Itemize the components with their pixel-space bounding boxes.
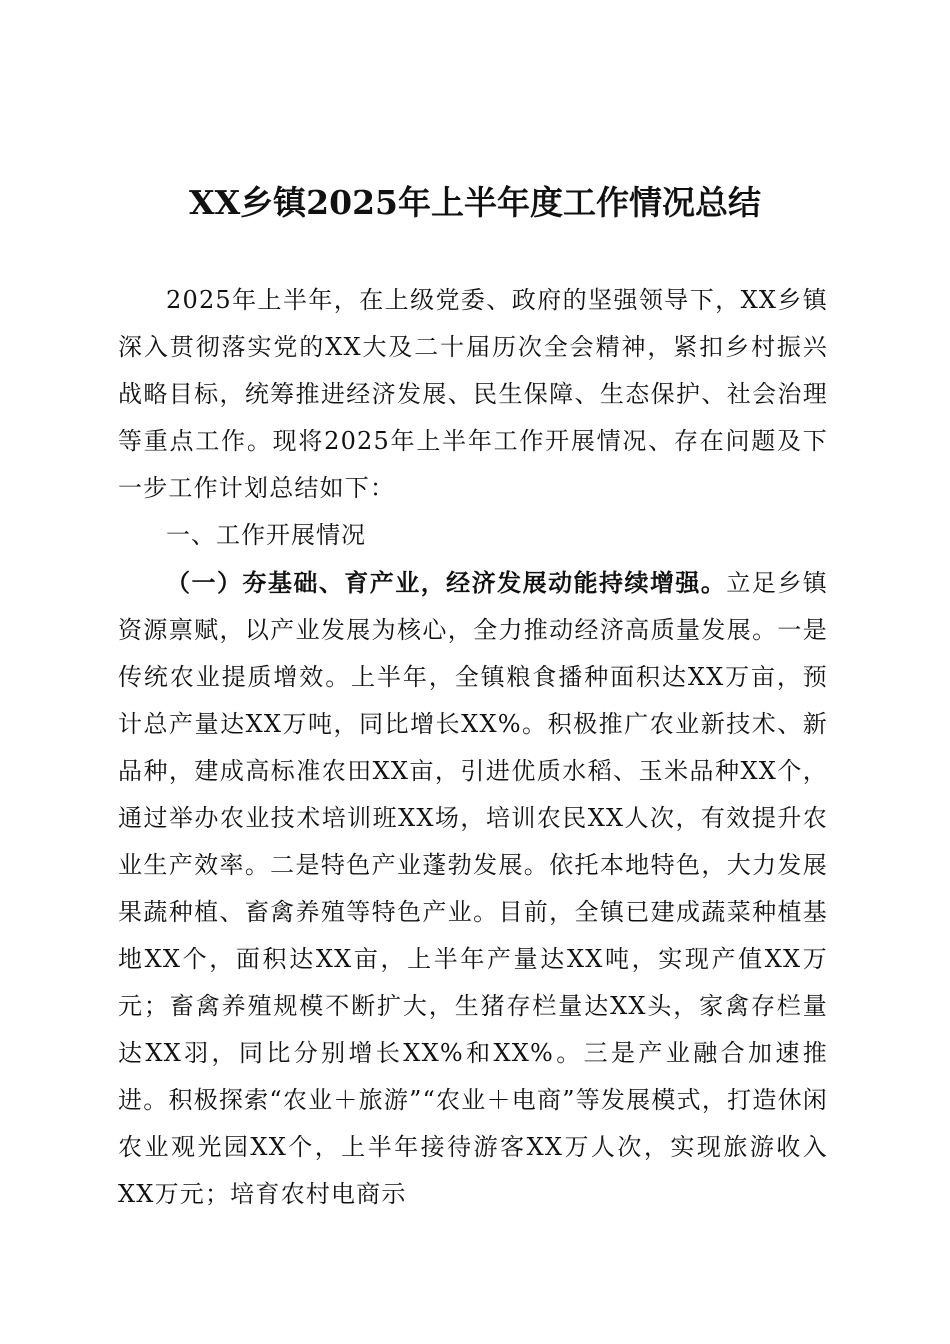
subsection-paragraph-economy	[118, 559, 828, 1218]
document-title: XX乡镇2025年上半年度工作情况总结	[188, 183, 762, 222]
document-body	[118, 277, 828, 1218]
intro-paragraph: 2025年上半年，在上级党委、政府的坚强领导下，XX乡镇深入贯彻落实党的XX大及二十届历次全会精神，紧扣乡村振兴战略目标，统筹推进经济发展、民生保障、生态保护、社会治理等重点工作。现将2025年上半年工作开展情况、存在问题及下一步工作计划总结如下：	[118, 286, 828, 502]
subsection-text-economy: 立足乡镇资源禀赋，以产业发展为核心，全力推动经济高质量发展。一是传统农业提质增效。上半年，全镇粮食播种面积达XX万亩，预计总产量达XX万吨，同比增长XX%。积极推广农业新技术、新品种，建成高标准农田XX亩，引进优质水稻、玉米品种XX个，通过举办农业技术培训班XX场，培训农民XX人次，有效提升农业生产效率。二是特色产业蓬勃发展。依托本地特色，大力发展果蔬种植、畜禽养殖等特色产业。目前，全镇已建成蔬菜种植基地XX个，面积达XX亩，上半年产量达XX吨，实现产值XX万元；畜禽养殖规模不断扩大，生猪存栏量达XX头，家禽存栏量达XX羽，同比分别增长XX%和XX%。三是产业融合加速推进。积极探索“农业＋旅游”“农业＋电商”等发展模式，打造休闲农业观光园XX个，上半年接待游客XX万人次，实现旅游收入XX万元；培育农村电商示	[118, 569, 828, 1208]
section-heading-work-progress: 一、工作开展情况	[166, 521, 366, 549]
subsection-heading-economy: （一）夯基础、育产业，经济发展动能持续增强。	[166, 568, 727, 597]
